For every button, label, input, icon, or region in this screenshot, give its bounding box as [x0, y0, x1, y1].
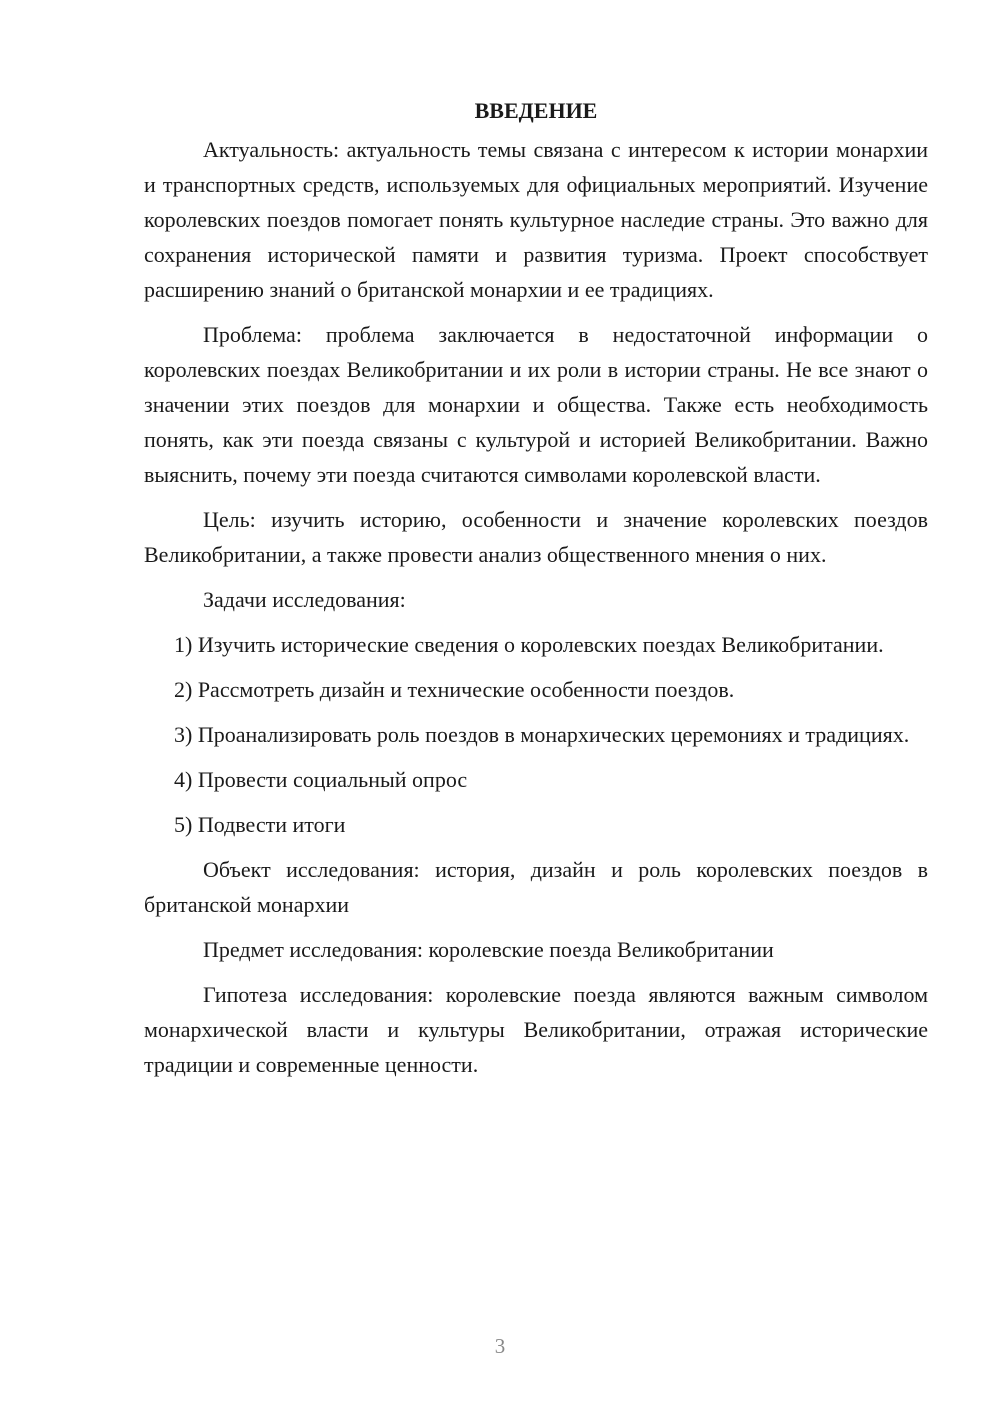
problem-paragraph: Проблема: проблема заключается в недостаточной информации о королевских поездах Великобритании и их роли в истории страны. Не все знают о значении этих поездов для монархии и общества. Также есть необходимость понять, как эти поезда связаны с культурой и историей Великобритании. Важно выяснить, почему эти поезда считаются символами королевской власти. — [144, 322, 928, 487]
tasks-heading: Задачи исследования: — [203, 587, 406, 612]
document-page — [144, 96, 928, 1092]
hypothesis-paragraph: Гипотеза исследования: королевские поезда являются важным символом монархической власти и культуры Великобритании, отражая исторические традиции и современные ценности. — [144, 982, 928, 1077]
task-item: 1) Изучить исторические сведения о королевских поездах Великобритании. — [174, 632, 884, 657]
subject-paragraph: Предмет исследования: королевские поезда Великобритании — [203, 937, 774, 962]
task-item: 5) Подвести итоги — [174, 812, 346, 837]
page-number: 3 — [494, 1334, 506, 1358]
task-item: 4) Провести социальный опрос — [174, 767, 468, 792]
object-paragraph: Объект исследования: история, дизайн и роль королевских поездов в британской монархии — [144, 857, 928, 917]
task-item: 2) Рассмотреть дизайн и технические особенности поездов. — [174, 677, 735, 702]
relevance-paragraph: Актуальность: актуальность темы связана с интересом к истории монархии и транспортных средств, используемых для официальных мероприятий. Изучение королевских поездов помогает понять культурное наследие страны. Это важно для сохранения исторической памяти и развития туризма. Проект способствует расширению знаний о британской монархии и ее традициях. — [144, 137, 928, 302]
section-title: ВВЕДЕНИЕ — [474, 98, 598, 123]
goal-paragraph: Цель: изучить историю, особенности и значение королевских поездов Великобритании, а также провести анализ общественного мнения о них. — [144, 507, 928, 567]
task-item: 3) Проанализировать роль поездов в монархических церемониях и традициях. — [174, 722, 910, 747]
